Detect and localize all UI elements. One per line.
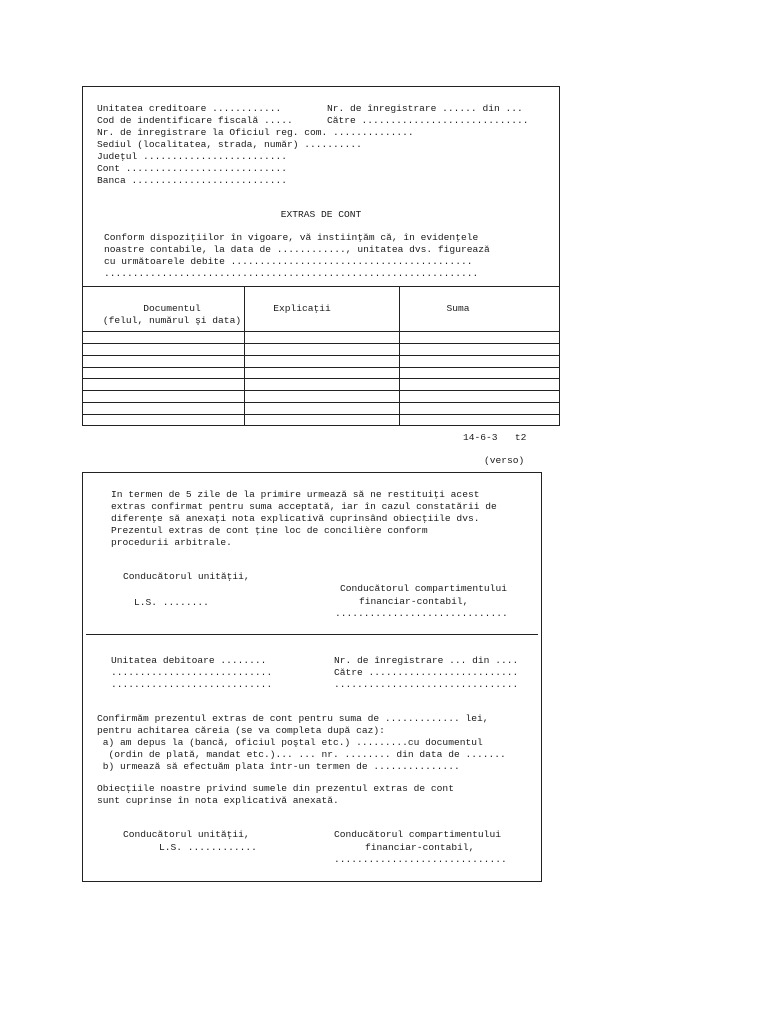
table-row-line [82, 414, 560, 415]
col-header-explanations: Explicaţii [273, 303, 331, 314]
confirm-line: Confirmăm prezentul extras de cont pentru suma de ............. lei, [97, 713, 489, 724]
intro-line: cu următoarele debite .......................................... [104, 256, 473, 267]
instruction-line: diferenţe să anexaţi nota explicativă cuprinsând obiecţiile dvs. [111, 513, 480, 524]
debtor-line: ............................ [111, 667, 273, 678]
table-top-border [82, 286, 560, 287]
table-row-line [82, 390, 560, 391]
intro-line: noastre contabile, la data de ............, unitatea dvs. figurează [104, 244, 490, 255]
table-row-line [82, 343, 560, 344]
confirm-line: (ordin de plată, mandat etc.)... ... nr. ........ din data de ....... [97, 749, 506, 760]
finance-dept-label: financiar-contabil, [365, 842, 475, 853]
intro-line: Conform dispoziţiilor în vigoare, vă instiinţăm că, în evidenţele [104, 232, 479, 243]
objection-line: Obiecţiile noastre privind sumele din prezentul extras de cont [97, 783, 454, 794]
table-row-line [82, 367, 560, 368]
confirm-line: a) am depus la (bancă, oficiul poştal etc.) .........cu documentul [97, 737, 483, 748]
recipient-line: Către ............................. [327, 115, 529, 126]
finance-signature-line: .............................. [335, 608, 508, 619]
account-line: Cont ............................ [97, 163, 287, 174]
document-title: EXTRAS DE CONT [280, 209, 362, 220]
col-header-document-sub: (felul, numărul şi data) [102, 315, 242, 326]
col-header-document: Documentul [143, 303, 201, 314]
verso-label: (verso) [484, 455, 525, 466]
instruction-line: extras confirmat pentru suma acceptată, iar în cazul constatării de [111, 501, 497, 512]
confirm-line: b) urmează să efectuăm plata într-un termen de ............... [97, 761, 460, 772]
finance-dept-label: financiar-contabil, [359, 596, 469, 607]
table-row-line [82, 378, 560, 379]
table-row-line [82, 331, 560, 332]
county-line: Judeţul ......................... [97, 151, 287, 162]
unit-head-label: Conducătorul unităţii, [123, 571, 250, 582]
creditor-line: Unitatea creditoare ............ [97, 103, 282, 114]
debtor-recipient-line: Către .......................... [334, 667, 519, 678]
debtor-dots-line: ................................ [334, 679, 519, 690]
table-row-line [82, 402, 560, 403]
finance-head-label: Conducătorul compartimentului [334, 829, 501, 840]
cut-line [86, 634, 538, 635]
seal-placeholder: L.S. ............ [159, 842, 257, 853]
instruction-line: Prezentul extras de cont ţine loc de concilière conform [111, 525, 428, 536]
table-row-line [82, 355, 560, 356]
bank-line: Banca ........................... [97, 175, 287, 186]
fiscal-code-line: Cod de indentificare fiscală ..... [97, 115, 293, 126]
finance-signature-line: .............................. [334, 854, 507, 865]
intro-line: ................................................................. [104, 268, 479, 279]
form-code: 14-6-3 t2 [463, 432, 527, 443]
col-header-amount: Suma [446, 303, 470, 314]
objection-line: sunt cuprinse în nota explicativă anexată. [97, 795, 339, 806]
unit-head-label: Conducătorul unităţii, [123, 829, 250, 840]
address-line: Sediul (localitatea, strada, număr) .......... [97, 139, 362, 150]
debtor-reg-line: Nr. de înregistrare ... din .... [334, 655, 519, 666]
registry-line: Nr. de înregistrare la Oficiul reg. com. .............. [97, 127, 414, 138]
finance-head-label: Conducătorul compartimentului [340, 583, 507, 594]
instruction-line: procedurii arbitrale. [111, 537, 232, 548]
confirm-line: pentru achitarea căreia (se va completa după caz): [97, 725, 385, 736]
debtor-line: Unitatea debitoare ........ [111, 655, 267, 666]
debtor-line: ............................ [111, 679, 273, 690]
reg-number-line: Nr. de înregistrare ...... din ... [327, 103, 523, 114]
instruction-line: In termen de 5 zile de la primire urmează să ne restituiţi acest [111, 489, 480, 500]
seal-placeholder: L.S. ........ [134, 597, 209, 608]
